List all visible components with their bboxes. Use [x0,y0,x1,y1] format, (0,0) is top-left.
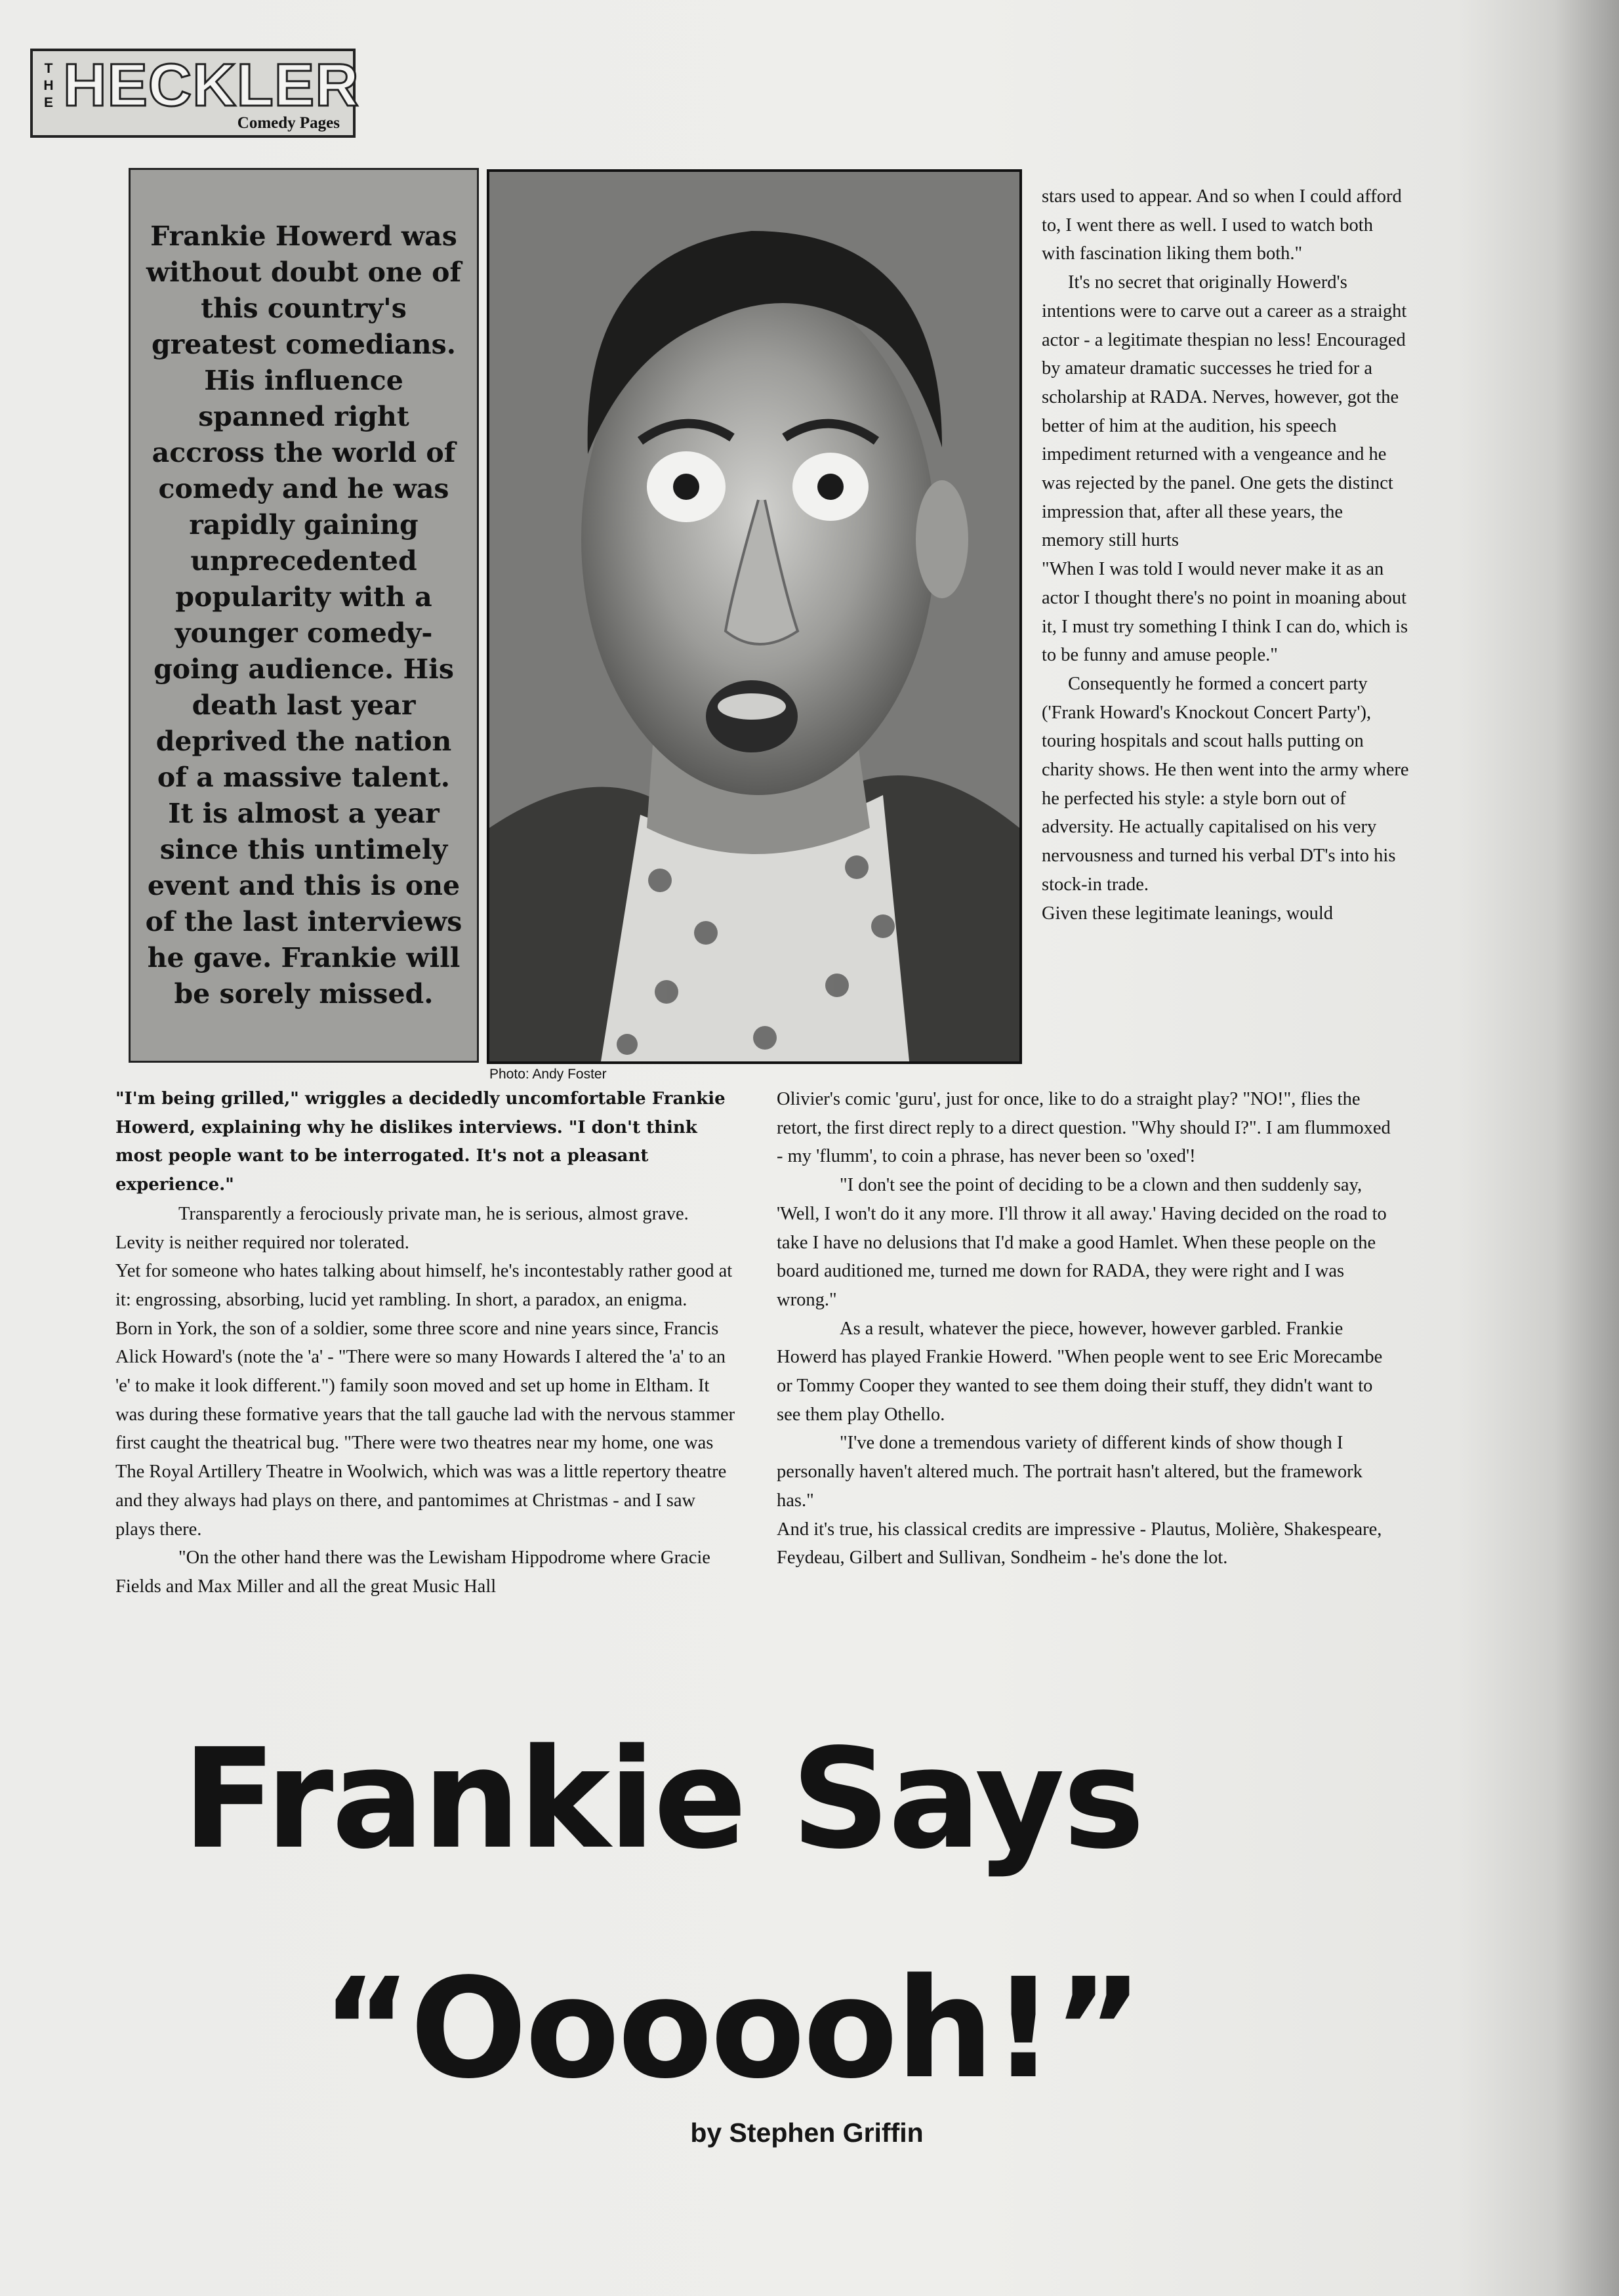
paragraph: Olivier's comic 'guru', just for once, like to do a straight play? "NO!", flies the retort, the first direct reply to a direct question. "Why should I?". I am flummoxed - my 'flumm', to coin a phrase, has never been so 'oxed'! [777,1089,1391,1167]
paragraph: "I've done a tremendous variety of different kinds of show though I personally haven't altered much. The portrait hasn't altered, but the framework has." [777,1433,1363,1511]
article-column-right [1042,182,1409,928]
masthead-title: HECKLER [63,52,359,119]
intro-text: Frankie Howerd was without doubt one of this country's greatest comedians. His influence spanned right accross the world of comedy and he was rapidly gaining unprecedented popularity with a younger comedy-going audience. His death last year deprived the nation of a massive talent. It is almost a year since this untimely event and this is one of the last interviews he gave. Frankie will be sorely missed. [145,220,462,1010]
masthead [30,49,359,138]
intro-box [129,168,479,1063]
portrait-photo [487,169,1022,1064]
headline-line-2: “Oooooh!” [321,1948,1141,2109]
article-column-middle [777,1085,1393,1572]
photo-caption: Photo: Andy Foster [489,1067,607,1082]
paragraph: "I don't see the point of deciding to be a clown and then suddenly say, 'Well, I won't do it any more. I'll throw it all away.' Having decided on the road to take I have no delusions that I'd make a good Hamlet. When these people on the board auditioned me, turned me down for RADA, they were right and I was wrong." [777,1175,1387,1310]
portrait-illustration [489,172,1019,1061]
paragraph: "On the other hand there was the Lewisham Hippodrome where Gracie Fields and Max Miller and all the great Music Hall [115,1548,710,1597]
lead-paragraph: "I'm being grilled," wriggles a decidedly uncomfortable Frankie Howerd, explaining why he dislikes interviews. "I don't think most people want to be interrogated. It's not a pleasant experience." [115,1089,726,1195]
headline-line-1: Frankie Says [182,1719,1143,1879]
paragraph: And it's true, his classical credits are impressive - Plautus, Molière, Shakespeare, Feydeau, Gilbert and Sullivan, Sondheim - he's done the lot. [777,1519,1382,1568]
paragraph: Transparently a ferociously private man, he is serious, almost grave. Levity is neither required nor tolerated. [115,1203,689,1253]
paragraph: Yet for someone who hates talking about himself, he's incontestably rather good at it: engrossing, absorbing, lucid yet rambling. In short, a paradox, an enigma. [115,1261,733,1310]
paragraph: "When I was told I would never make it as an actor I thought there's no point in moaning about it, I must try something I think I can do, which is to be funny and amuse people." [1042,559,1408,666]
byline: by Stephen Griffin [690,2118,924,2148]
paragraph: Given these legitimate leanings, would [1042,903,1334,924]
paragraph: Born in York, the son of a soldier, some three score and nine years since, Francis Alick Howard's (note the 'a' - "There were so many Howards I altered the 'a' to an 'e' to make it look different.") family soon moved and set up home in Eltham. It was during these formative years that the tall gauche lad with the nervous stammer first caught the theatrical bug. "There were two theatres near my home, one was The Royal Artillery Theatre in Woolwich, which was was a little repertory theatre and they always had plays on there, and pantomimes at Christmas - and I saw plays there. [115,1318,735,1540]
paragraph: As a result, whatever the piece, however, however garbled. Frankie Howerd has played Frankie Howerd. "When people went to see Eric Morecambe or Tommy Cooper they wanted to see them doing their stuff, they didn't want to see them play Othello. [777,1318,1383,1425]
paragraph: stars used to appear. And so when I could afford to, I went there as well. I used to watch both with fascination liking them both." [1042,186,1402,264]
masthead-the: T H E [43,61,54,110]
masthead-subtitle: Comedy Pages [237,114,340,132]
article-column-left [115,1085,739,1601]
paragraph: It's no secret that originally Howerd's intentions were to carve out a career as a straight actor - a legitimate thespian no less! Encouraged by amateur dramatic successes he tried for a scholarship at RADA. Nerves, however, got the better of him at the audition, his speech impediment returned with a vengeance and he was rejected by the panel. One gets the distinct impression that, after all these years, the memory still hurts [1042,272,1407,551]
paragraph: Consequently he formed a concert party ('Frank Howard's Knockout Concert Party'), touring hospitals and scout halls putting on charity shows. He then went into the army where he perfected his style: a style born out of adversity. He actually capitalised on his very nervousness and turned his verbal DT's into his stock-in trade. [1042,673,1409,895]
